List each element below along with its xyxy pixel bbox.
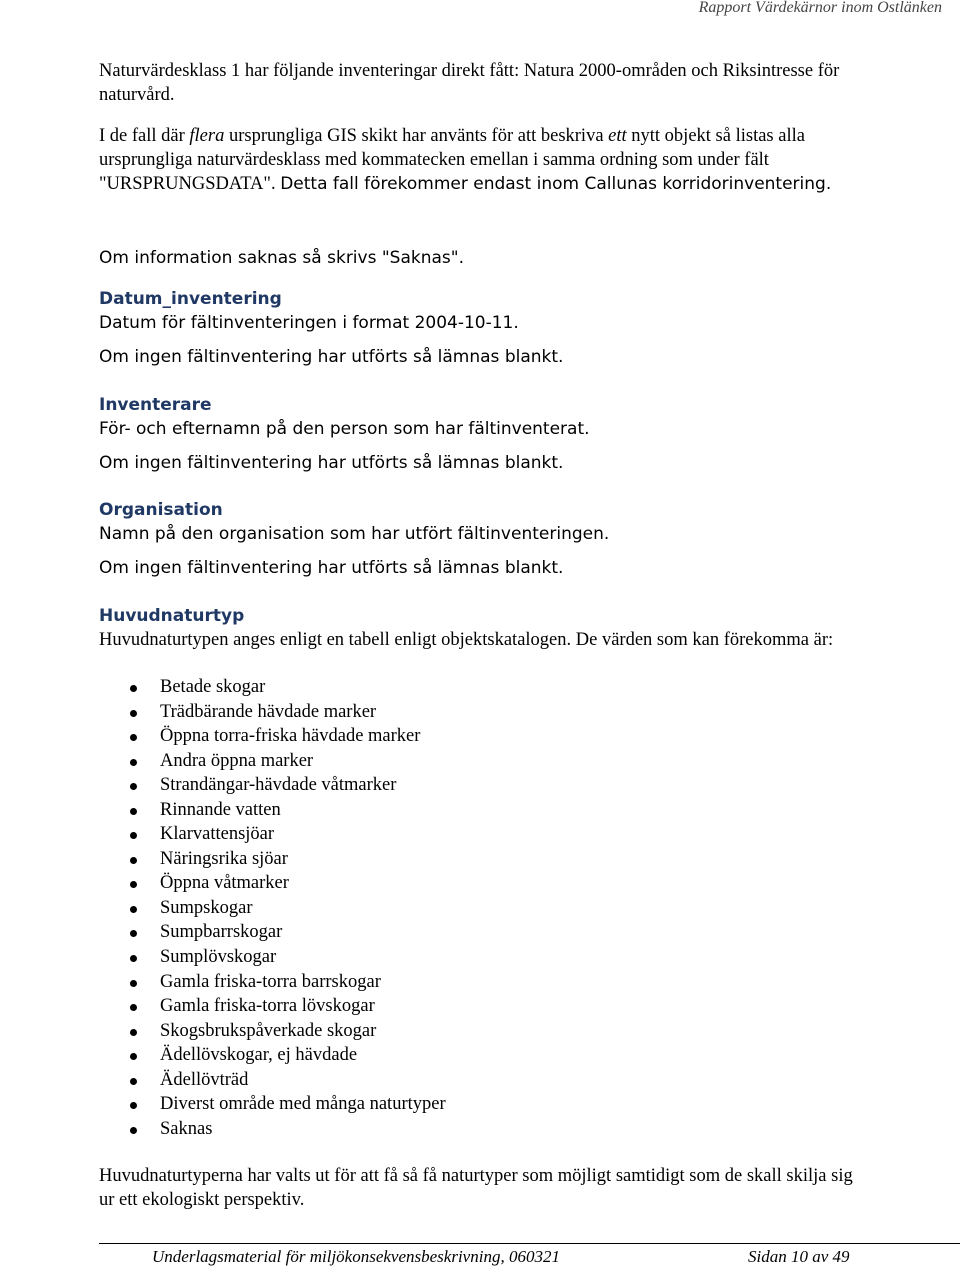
multi-emphasis-flera: flera (189, 126, 225, 146)
list-item (99, 1092, 446, 1117)
list-item-label: Sumpskogar (160, 897, 253, 918)
list-item (99, 675, 446, 700)
intro-paragraph: Naturvärdesklass 1 har följande inventeringar direkt fått: Natura 2000-områden och Riksintresse för naturvård. (99, 61, 840, 105)
bullet-icon (130, 980, 137, 987)
field-description: Namn på den organisation som har utfört fältinventeringen. (99, 524, 610, 544)
list-item (99, 1068, 446, 1093)
field-heading: Inventerare (99, 395, 212, 415)
list-item (99, 920, 446, 945)
list-item (99, 822, 446, 847)
bullet-icon (130, 832, 137, 839)
list-item-label: Diverst område med många naturtyper (160, 1094, 446, 1115)
bullet-icon (130, 881, 137, 888)
bullet-icon (130, 906, 137, 913)
multi-text-4: Detta fall förekommer endast inom Callunas korridorinventering. (280, 174, 832, 194)
bullet-icon (130, 783, 137, 790)
field-note: Om ingen fältinventering har utförts så lämnas blankt. (99, 453, 564, 473)
bullet-icon (130, 955, 137, 962)
list-item-label: Andra öppna marker (160, 750, 314, 771)
bullet-icon (130, 1053, 137, 1060)
bullet-icon (130, 685, 137, 692)
multi-text-2: ursprungliga GIS skikt har använts för att beskriva (224, 126, 609, 146)
footer-rule (99, 1243, 960, 1244)
list-item (99, 700, 446, 725)
field-description: Datum för fältinventeringen i format 2004-10-11. (99, 313, 519, 333)
field-heading: Organisation (99, 500, 223, 520)
list-item-label: Öppna torra-friska hävdade marker (160, 726, 421, 747)
list-item (99, 724, 446, 749)
list-item (99, 970, 446, 995)
list-item-label: Sumpbarrskogar (160, 922, 283, 943)
list-item (99, 847, 446, 872)
field-heading: Datum_inventering (99, 289, 282, 309)
bullet-icon (130, 759, 137, 766)
field-note: Om ingen fältinventering har utförts så lämnas blankt. (99, 558, 564, 578)
bullet-icon (130, 1004, 137, 1011)
bullet-icon (130, 930, 137, 937)
naturtyp-list (99, 675, 446, 1141)
field-section-huvudnaturtyp (99, 604, 859, 652)
field-description: Huvudnaturtypen anges enligt en tabell enligt objektskatalogen. De värden som kan förekomma är: (99, 630, 834, 650)
bullet-icon (130, 808, 137, 815)
field-description: För- och efternamn på den person som har fältinventerat. (99, 419, 590, 439)
footer-document-title: Underlagsmaterial för miljökonsekvensbeskrivning, 060321 (152, 1247, 560, 1266)
list-item-label: Skogsbrukspåverkade skogar (160, 1020, 377, 1041)
list-item-label: Rinnande vatten (160, 799, 281, 820)
list-item (99, 1117, 446, 1142)
list-item-label: Trädbärande hävdade marker (160, 701, 377, 722)
field-section-organisation (99, 498, 859, 580)
bullet-icon (130, 1029, 137, 1036)
bullet-icon (130, 1127, 137, 1134)
list-item (99, 773, 446, 798)
field-section-inventerare (99, 393, 859, 475)
list-item-label: Gamla friska-torra barrskogar (160, 971, 381, 992)
field-note: Om ingen fältinventering har utförts så lämnas blankt. (99, 347, 564, 367)
bullet-icon (130, 734, 137, 741)
list-item-label: Ädellövträd (160, 1069, 249, 1090)
list-item-label: Öppna våtmarker (160, 873, 289, 894)
closing-paragraph: Huvudnaturtyperna har valts ut för att få så få naturtyper som möjligt samtidigt som de skall skilja sig ur ett ekologiskt perspektiv. (99, 1166, 853, 1210)
list-item (99, 945, 446, 970)
list-item-label: Klarvattensjöar (160, 824, 275, 845)
bullet-icon (130, 1102, 137, 1109)
field-section-datum (99, 287, 859, 369)
multi-source-paragraph (99, 124, 859, 196)
list-item-label: Ädellövskogar, ej hävdade (160, 1045, 358, 1066)
bullet-icon (130, 857, 137, 864)
list-item (99, 749, 446, 774)
multi-emphasis-ett: ett (608, 126, 627, 146)
bullet-icon (130, 710, 137, 717)
multi-text-3: nytt objekt så listas alla ursprungliga naturvärdesklass med kommatecken emellan i samma ordning som under fält "URSPRUNGSDATA". (99, 126, 805, 194)
list-item-label: Strandängar-hävdade våtmarker (160, 775, 397, 796)
list-item (99, 896, 446, 921)
bullet-icon (130, 1078, 137, 1085)
list-item (99, 1043, 446, 1068)
footer-page-number: Sidan 10 av 49 (748, 1247, 850, 1266)
list-item (99, 1019, 446, 1044)
multi-text-1: I de fall där (99, 126, 190, 146)
missing-info-note: Om information saknas så skrivs "Saknas". (99, 248, 464, 268)
list-item (99, 798, 446, 823)
running-header: Rapport Värdekärnor inom Ostlänken (698, 0, 942, 16)
list-item-label: Sumplövskogar (160, 947, 277, 968)
field-heading: Huvudnaturtyp (99, 606, 245, 626)
list-item-label: Näringsrika sjöar (160, 848, 288, 869)
list-item-label: Gamla friska-torra lövskogar (160, 996, 375, 1017)
list-item-label: Betade skogar (160, 677, 266, 697)
list-item (99, 871, 446, 896)
list-item (99, 994, 446, 1019)
list-item-label: Saknas (160, 1118, 213, 1139)
